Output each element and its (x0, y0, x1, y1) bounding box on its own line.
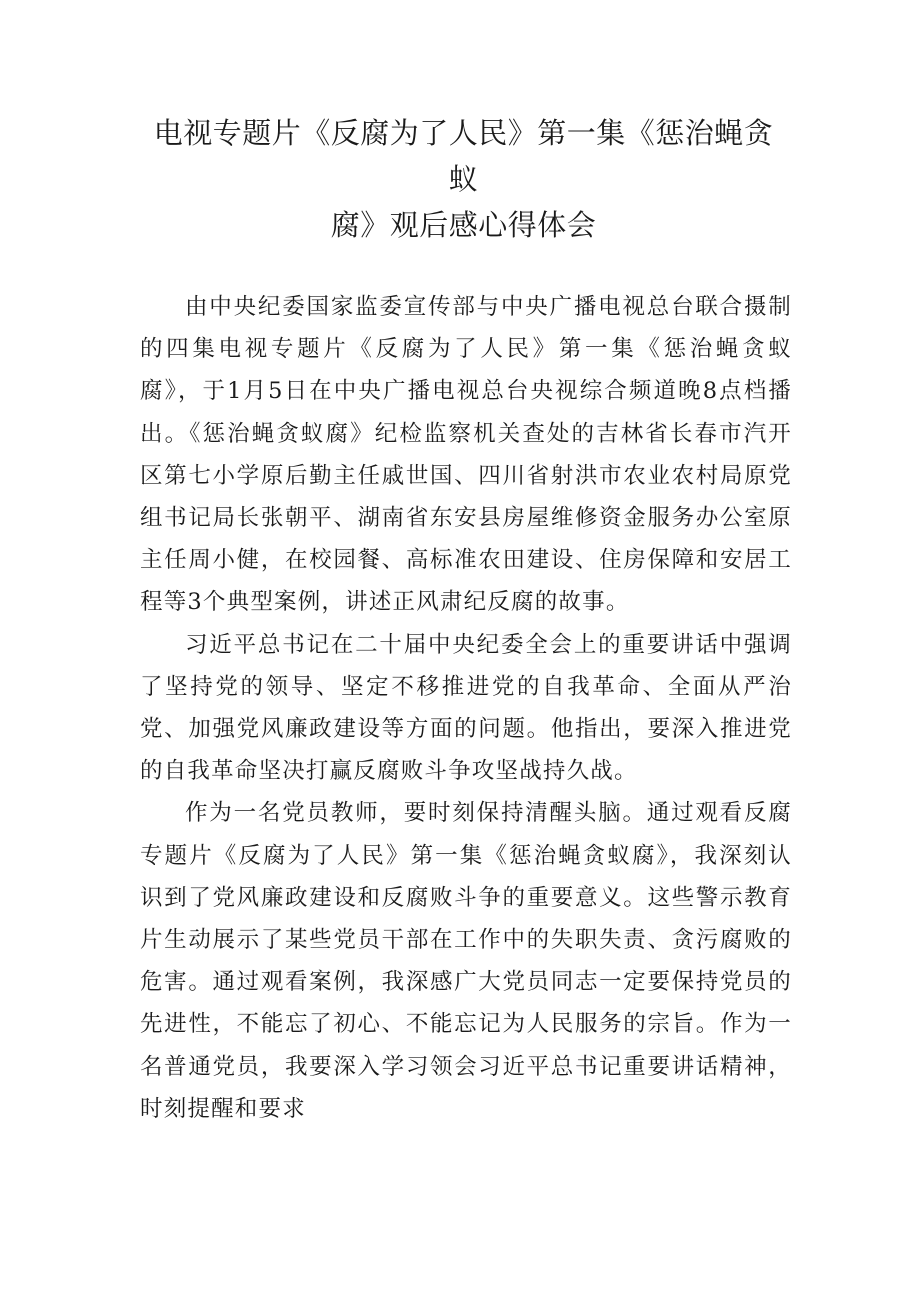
title-line-2: 腐》观后感心得体会 (330, 208, 597, 242)
paragraph-1: 由中央纪委国家监委宣传部与中央广播电视总台联合摄制的四集电视专题片《反腐为了人民》第一集《惩治蝇贪蚁腐》，于1月5日在中央广播电视总台央视综合频道晚8点档播出。《惩治蝇贪蚁腐》纪检监察机关查处的吉林省长春市汽开区第七小学原后勤主任戚世国、四川省射洪市农业农村局原党组书记局长张朝平、湖南省东安县房屋维修资金服务办公室原主任周小健，在校园餐、高标准农田建设、住房保障和安居工程等3个典型案例，讲述正风肃纪反腐的故事。 (140, 294, 792, 616)
paragraph-2: 习近平总书记在二十届中央纪委全会上的重要讲话中强调了坚持党的领导、坚定不移推进党的自我革命、全面从严治党、加强党风廉政建设等方面的问题。他指出，要深入推进党的自我革命坚决打赢反腐败斗争攻坚战持久战。 (140, 631, 792, 785)
document-body (140, 286, 792, 1130)
document-title (140, 110, 792, 248)
title-line-1: 电视专题片《反腐为了人民》第一集《惩治蝇贪蚁 (153, 116, 774, 196)
paragraph-3: 作为一名党员教师，要时刻保持清醒头脑。通过观看反腐专题片《反腐为了人民》第一集《惩治蝇贪蚁腐》，我深刻认识到了党风廉政建设和反腐败斗争的重要意义。这些警示教育片生动展示了某些党员干部在工作中的失职失责、贪污腐败的危害。通过观看案例，我深感广大党员同志一定要保持党员的先进性，不能忘了初心、不能忘记为人民服务的宗旨。作为一名普通党员，我要深入学习领会习近平总书记重要讲话精神，时刻提醒和要求 (140, 800, 792, 1122)
